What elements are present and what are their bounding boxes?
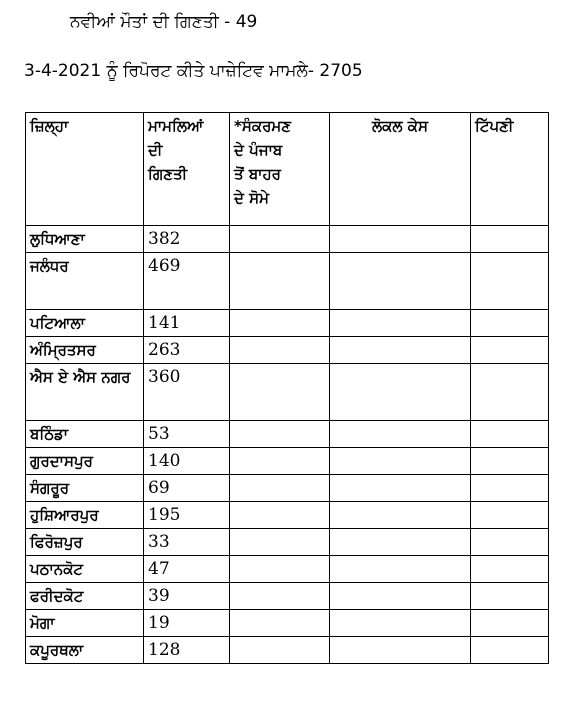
empty-cell	[330, 226, 471, 253]
table-header-row	[26, 113, 549, 226]
empty-cell	[230, 556, 330, 583]
empty-cell	[330, 610, 471, 637]
table-row	[26, 253, 549, 310]
table-row	[26, 226, 549, 253]
column-header-outside-line: *ਸੰਕਰਮਣ	[234, 117, 291, 135]
empty-cell	[330, 310, 471, 337]
empty-cell	[471, 502, 549, 529]
new-deaths-line: ਨਵੀਆਂ ਮੌਤਾਂ ਦੀ ਗਿਣਤੀ - 49	[70, 12, 258, 32]
district-cell: ਹੁਸ਼ਿਆਰਪੁਰ	[26, 502, 144, 529]
empty-cell	[230, 253, 330, 310]
empty-cell	[230, 226, 330, 253]
empty-cell	[330, 502, 471, 529]
count-cell: 53	[144, 421, 230, 448]
table-row	[26, 448, 549, 475]
district-cell: ਅੰਮ੍ਰਿਤਸਰ	[26, 337, 144, 364]
column-header-count	[144, 113, 230, 226]
empty-cell	[330, 364, 471, 421]
empty-cell	[330, 556, 471, 583]
empty-cell	[230, 337, 330, 364]
table-row	[26, 556, 549, 583]
district-cell: ਲੁਧਿਆਣਾ	[26, 226, 144, 253]
empty-cell	[471, 637, 549, 664]
table-row	[26, 502, 549, 529]
district-cell: ਗੁਰਦਾਸਪੁਰ	[26, 448, 144, 475]
table-row	[26, 610, 549, 637]
table-row	[26, 364, 549, 421]
table-row	[26, 475, 549, 502]
empty-cell	[330, 253, 471, 310]
empty-cell	[230, 475, 330, 502]
empty-cell	[471, 226, 549, 253]
table-row	[26, 421, 549, 448]
empty-cell	[471, 310, 549, 337]
district-cell: ਜਲੰਧਰ	[26, 253, 144, 310]
empty-cell	[330, 637, 471, 664]
column-header-count-line: ਮਾਮਲਿਆਂ	[148, 117, 204, 135]
count-cell: 382	[144, 226, 230, 253]
table-row	[26, 310, 549, 337]
empty-cell	[230, 364, 330, 421]
column-header-outside-line: ਦੇ ਸੋਮੇ	[234, 189, 270, 207]
district-cell: ਸੰਗਰੂਰ	[26, 475, 144, 502]
empty-cell	[230, 502, 330, 529]
count-cell: 47	[144, 556, 230, 583]
empty-cell	[471, 448, 549, 475]
district-cases-table	[25, 112, 549, 664]
column-header-count-line: ਦੀ	[148, 141, 163, 159]
district-cell: ਬਠਿੰਡਾ	[26, 421, 144, 448]
district-cell: ਫਿਰੋਜ਼ਪੁਰ	[26, 529, 144, 556]
count-cell: 19	[144, 610, 230, 637]
count-cell: 469	[144, 253, 230, 310]
empty-cell	[330, 475, 471, 502]
count-cell: 128	[144, 637, 230, 664]
count-cell: 360	[144, 364, 230, 421]
count-cell: 39	[144, 583, 230, 610]
empty-cell	[471, 583, 549, 610]
district-cell: ਐਸ ਏ ਐਸ ਨਗਰ	[26, 364, 144, 421]
empty-cell	[471, 610, 549, 637]
empty-cell	[471, 337, 549, 364]
count-cell: 33	[144, 529, 230, 556]
column-header-outside-line: ਤੋਂ ਬਾਹਰ	[234, 165, 281, 183]
district-cell: ਫਰੀਦਕੋਟ	[26, 583, 144, 610]
empty-cell	[471, 421, 549, 448]
district-cell: ਮੋਗਾ	[26, 610, 144, 637]
empty-cell	[471, 475, 549, 502]
empty-cell	[230, 529, 330, 556]
district-cell: ਕਪੂਰਥਲਾ	[26, 637, 144, 664]
table-row	[26, 583, 549, 610]
empty-cell	[471, 556, 549, 583]
table-row	[26, 529, 549, 556]
empty-cell	[330, 421, 471, 448]
empty-cell	[230, 637, 330, 664]
column-header-outside-line: ਦੇ ਪੰਜਾਬ	[234, 141, 283, 159]
empty-cell	[230, 610, 330, 637]
empty-cell	[471, 529, 549, 556]
empty-cell	[330, 529, 471, 556]
empty-cell	[471, 253, 549, 310]
empty-cell	[330, 337, 471, 364]
column-header-remarks: ਟਿੱਪਣੀ	[471, 113, 549, 226]
count-cell: 263	[144, 337, 230, 364]
table-row	[26, 637, 549, 664]
count-cell: 140	[144, 448, 230, 475]
empty-cell	[330, 583, 471, 610]
empty-cell	[230, 583, 330, 610]
empty-cell	[230, 421, 330, 448]
table-row	[26, 337, 549, 364]
positive-cases-line: 3-4-2021 ਨੂੰ ਰਿਪੋਰਟ ਕੀਤੇ ਪਾਜ਼ੇਟਿਵ ਮਾਮਲੇ- 2705	[24, 61, 363, 81]
district-cell: ਪਟਿਆਲਾ	[26, 310, 144, 337]
empty-cell	[330, 448, 471, 475]
empty-cell	[230, 310, 330, 337]
empty-cell	[471, 364, 549, 421]
column-header-count-line: ਗਿਣਤੀ	[148, 165, 188, 183]
column-header-local-cases: ਲੋਕਲ ਕੇਸ	[330, 113, 471, 226]
count-cell: 69	[144, 475, 230, 502]
district-cell: ਪਠਾਨਕੋਟ	[26, 556, 144, 583]
empty-cell	[230, 448, 330, 475]
column-header-district: ਜ਼ਿਲ੍ਹਾ	[26, 113, 144, 226]
column-header-outside-source	[230, 113, 330, 226]
count-cell: 195	[144, 502, 230, 529]
count-cell: 141	[144, 310, 230, 337]
